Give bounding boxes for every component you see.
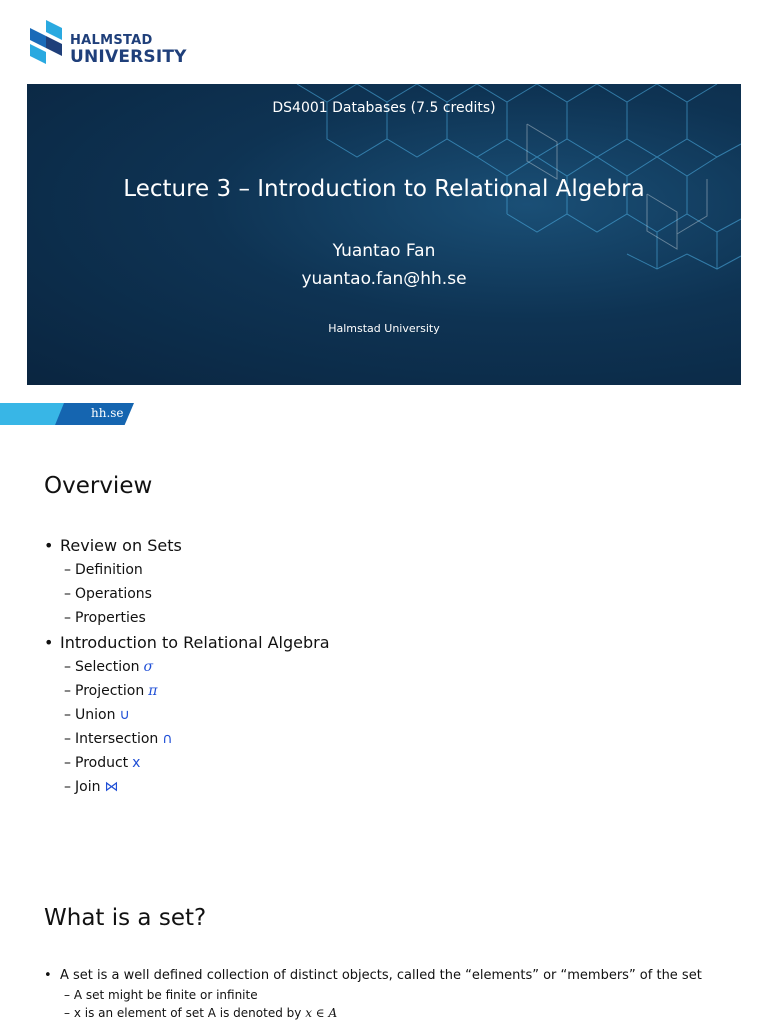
join-symbol-icon: ⋈ [104,779,119,795]
sub-item-label: x is an element of set A is denoted by [73,1006,306,1020]
intersection-symbol-icon: ∩ [162,731,173,747]
footer-tag-accent [0,403,64,425]
sub-item-label: Product [75,755,129,771]
product-symbol-icon: x [132,755,141,771]
sub-item: – Selection σ [64,659,154,675]
sub-item-label: Selection [75,659,140,675]
logo-line2: UNIVERSITY [70,47,187,67]
institution-name: Halmstad University [328,322,440,335]
lecture-title: Lecture 3 – Introduction to Relational Algebra [123,176,645,202]
title-slide-banner [27,84,741,385]
sub-item: – Projection π [64,683,158,699]
sub-item-label: Projection [75,683,145,699]
sub-item-label: Join [75,779,101,795]
sub-item: – Definition [64,562,143,578]
sub-item: – A set might be finite or infinite [64,988,258,1002]
sub-item: – Operations [64,586,152,602]
union-symbol-icon: ∪ [119,707,130,723]
logo-line1: HALMSTAD [70,33,153,48]
footer-tag-text[interactable]: hh.se [91,406,124,420]
math-expression: x ∈ A [305,1006,338,1020]
sub-item: – x is an element of set A is denoted by x ∈ A [64,1006,338,1020]
logo-mark-icon [26,18,66,68]
sub-item: – Join ⋈ [64,779,119,795]
list-item [44,635,734,794]
list-item [44,538,734,625]
overview-title: Overview [44,473,153,499]
course-name: DS4001 Databases (7.5 credits) [272,100,496,116]
geometric-pattern-icon [27,84,741,385]
bullet-label: A set is a well defined collection of distinct objects, called the “elements” or “members” of the set [60,968,702,983]
sub-item-label: Properties [75,610,146,626]
bullet-label: Introduction to Relational Algebra [60,633,330,652]
sigma-symbol-icon: σ [143,659,154,675]
sub-item: – Product x [64,755,141,771]
sub-item: – Intersection ∩ [64,731,173,747]
sub-item: – Union ∪ [64,707,130,723]
sub-item: – Properties [64,610,146,626]
overview-list [44,538,734,804]
university-logo [26,18,186,70]
set-slide-title: What is a set? [44,905,207,931]
author-email[interactable]: yuantao.fan@hh.se [301,269,467,289]
sub-item-label: Intersection [75,731,159,747]
pi-symbol-icon: π [148,683,158,699]
set-definition-list [44,968,764,1024]
sub-item-label: Operations [75,586,152,602]
list-item [44,968,764,1020]
sub-item-label: A set might be finite or infinite [73,988,258,1002]
author-name: Yuantao Fan [332,241,436,261]
bullet-label: Review on Sets [60,536,182,555]
sub-item-label: Definition [75,562,143,578]
sub-item-label: Union [75,707,116,723]
